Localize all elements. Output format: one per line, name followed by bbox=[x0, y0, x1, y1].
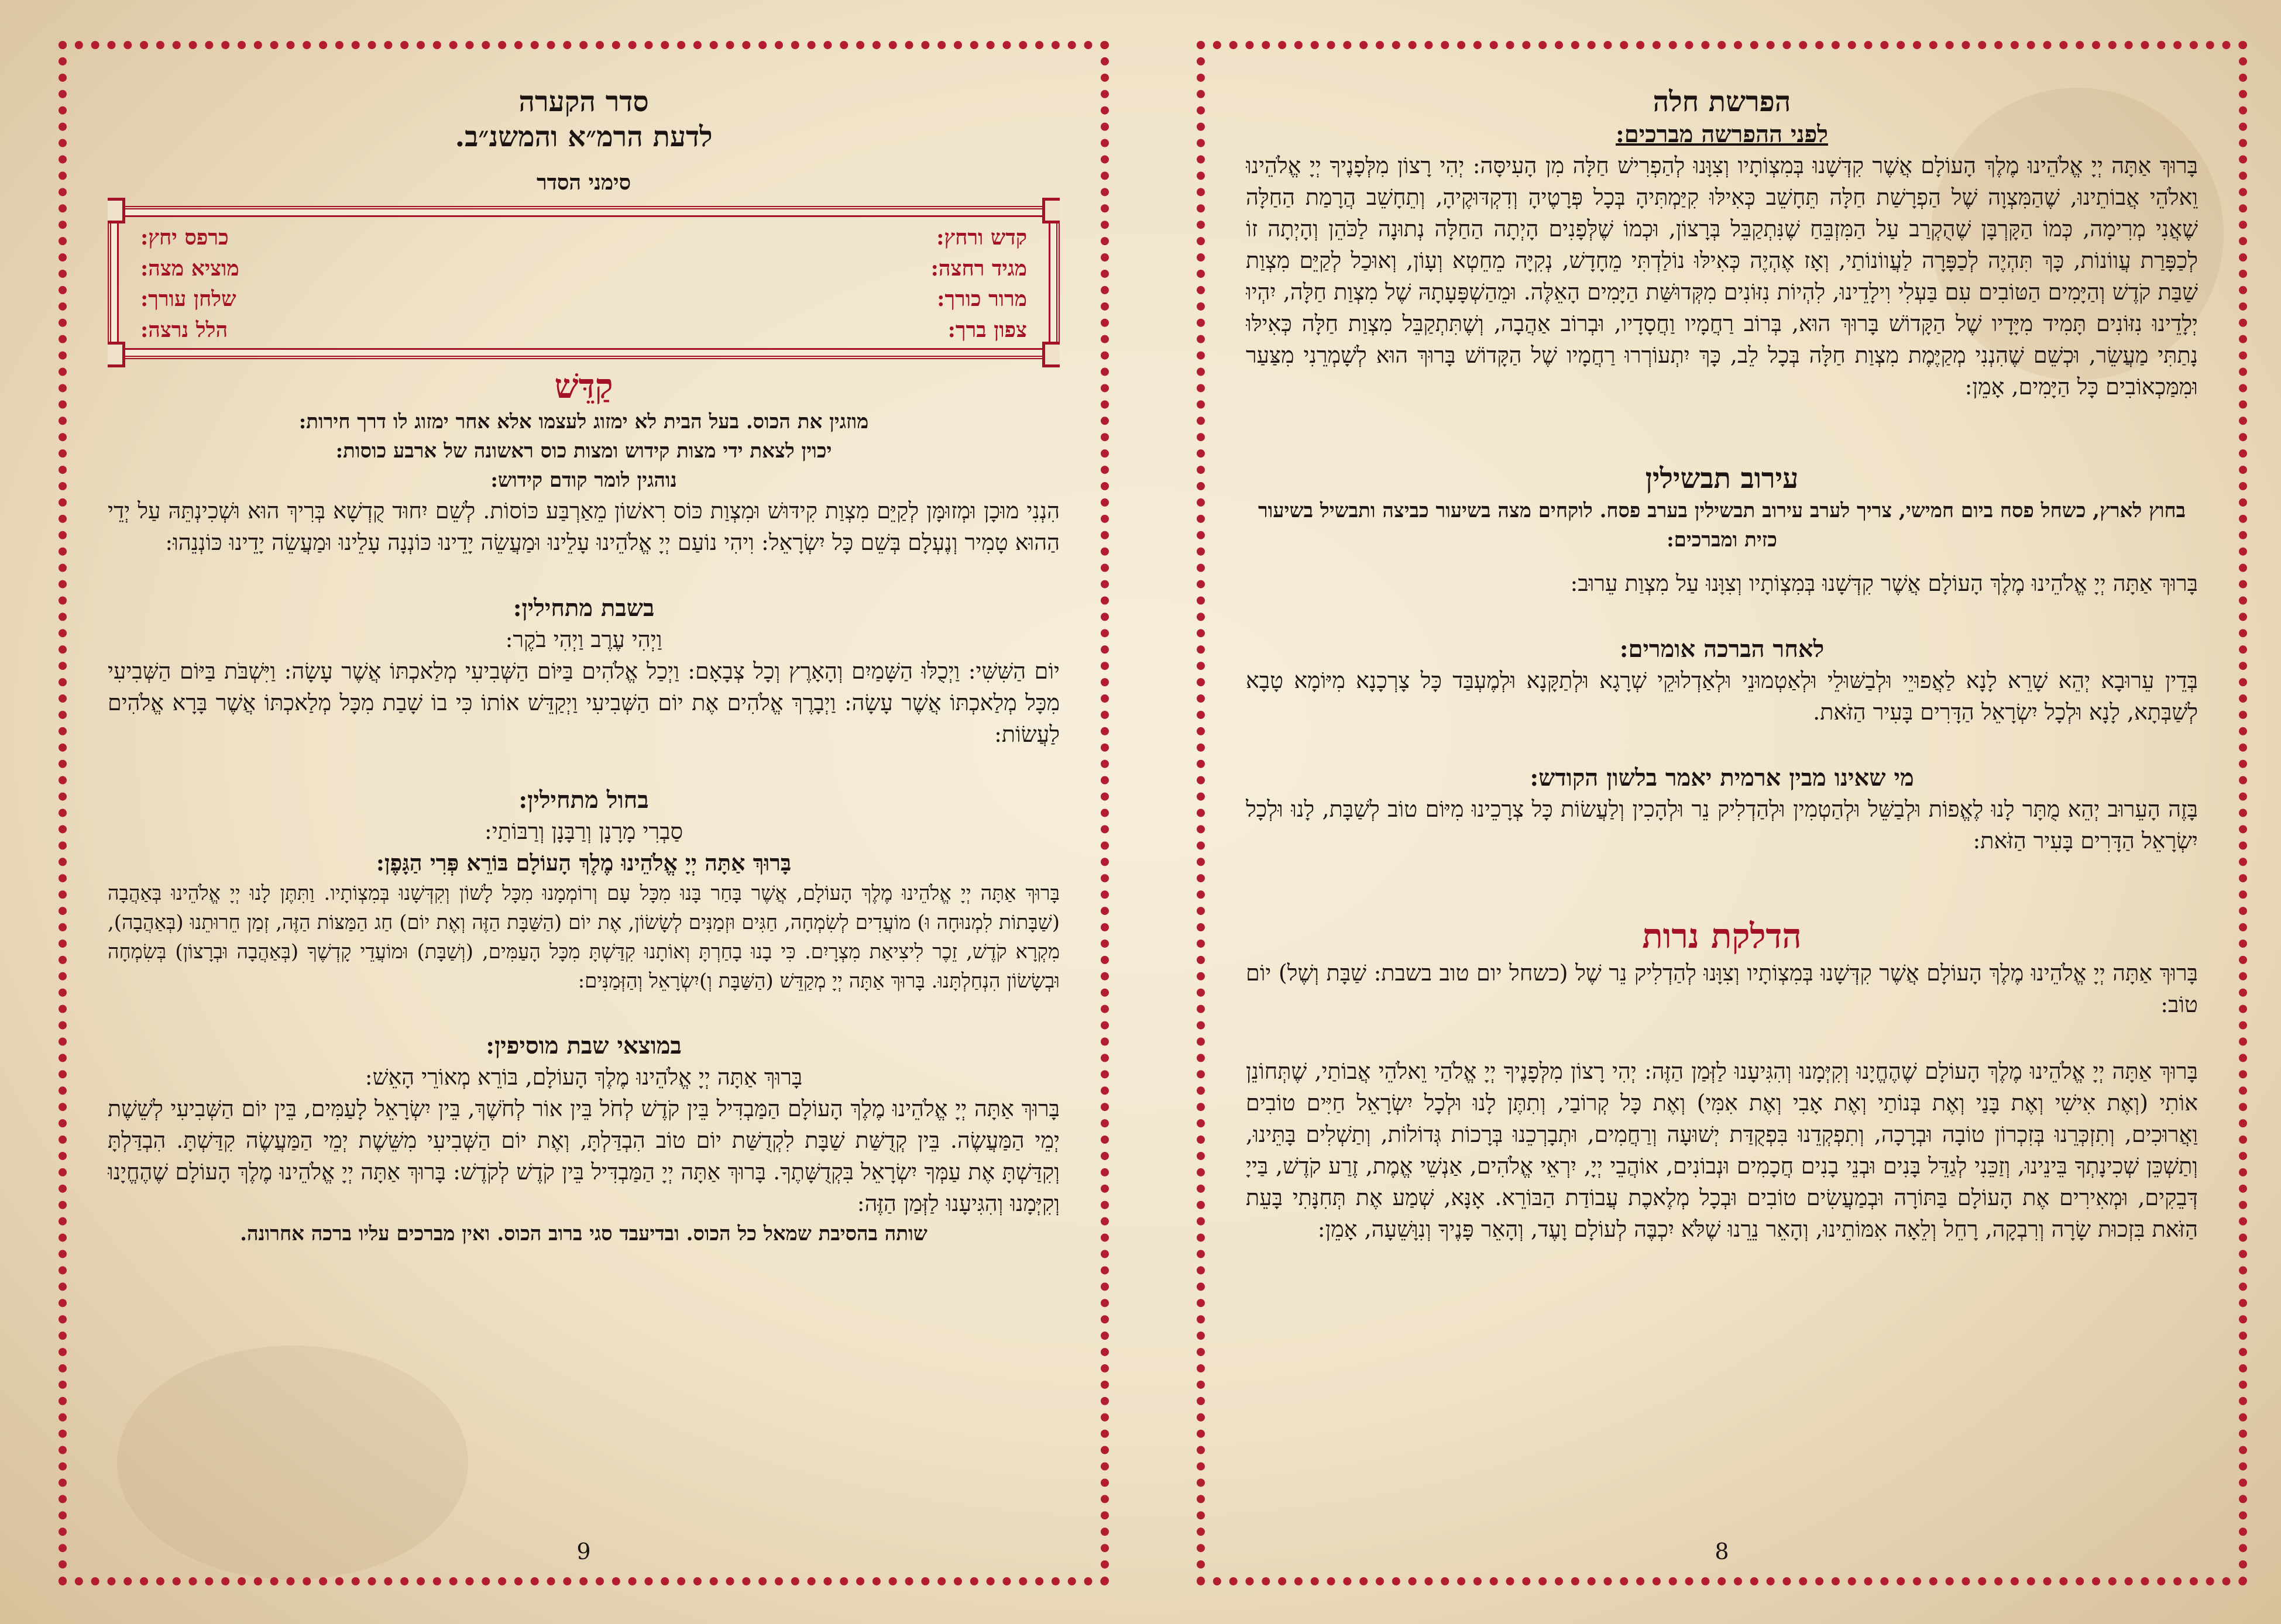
frame-corner bbox=[1042, 198, 1060, 223]
kiddush-text: בָּרוּךְ אַתָּה יְיָ אֱלֹהֵינוּ מֶלֶךְ הָעוֹלָם, אֲשֶׁר בָּחַר בָּנוּ מִכָּל עָם וְרוֹמְמָנוּ מִכָּל לָשׁוֹן וְקִדְּשָׁנוּ בְּמִצְוֹתָיו. וַתִּתֶּן לָנוּ יְיָ אֱלֹהֵינוּ בְּאַהֲבָה (שַׁבָּתוֹת לִמְנוּחָה וּ) מוֹעֲדִים לְשִׂמְחָה, חַגִּים וּזְמַנִּים לְשָׂשׂוֹן, אֶת יוֹם (הַשַּׁבָּת הַזֶּה וְאֶת יוֹם) חַג הַמַּצּוֹת הַזֶּה, זְמַן חֵרוּתֵנוּ (בְּאַהֲבָה), מִקְרָא קֹדֶשׁ, זֵכֶר לִיצִיאַת מִצְרָיִם. כִּי בָנוּ בָחַרְתָּ וְאוֹתָנוּ קִדַּשְׁתָּ מִכָּל הָעַמִּים, (וְשַׁבָּת) וּמוֹעֲדֵי קָדְשֶׁךָ (בְּאַהֲבָה וּבְרָצוֹן) בְּשִׂמְחָה וּבְשָׂשׂוֹן הִנְחַלְתָּנוּ. בָּרוּךְ אַתָּה יְיָ מְקַדֵּשׁ (הַשַּׁבָּת וְ)יִשְׂרָאֵל וְהַזְּמַנִּים: bbox=[108, 882, 1060, 993]
closing-instruction: שותה בהסיבת שמאל כל הכוס. ובדיעבד סגי ברוב הכוס. ואין מברכים עליו ברכה אחרונה. bbox=[240, 1222, 927, 1245]
savri-line: סַבְרִי מָרָנָן וְרַבָּנָן וְרַבּוֹתַי: bbox=[484, 818, 683, 844]
hagafen-blessing: בָּרוּךְ אַתָּה יְיָ אֱלֹהֵינוּ מֶלֶךְ הָעוֹלָם בּוֹרֵא פְּרִי הַגָּפֶן: bbox=[376, 849, 792, 876]
eruv-instruction: בחוץ לארץ, כשחל פסח ביום חמישי, צריך לערב עירוב תבשילין בערב פסח. לוקחים מצה בשיעור כביצה ותבשיל בשיעור כזית ומברכים: bbox=[1258, 499, 2186, 552]
weekday-title: בחול מתחילין: bbox=[518, 786, 649, 814]
siman: מרור כורך: bbox=[937, 287, 1027, 312]
kadesh-title: קַדֵּשׁ bbox=[554, 366, 613, 406]
page-number: 8 bbox=[1715, 1539, 1729, 1564]
vayehi-line: וַיְהִי עֶרֶב וַיְהִי בֹקֶר: bbox=[505, 627, 662, 652]
eruv-title: עירוב תבשילין bbox=[1645, 462, 1799, 495]
seder-title: סדר הקערה bbox=[518, 85, 649, 118]
kadesh-instruction-1: מוזגין את הכוס. בעל הבית לא ימזוג לעצמו אלא אחר ימזוג לו דרך חירות: bbox=[298, 410, 869, 433]
challah-subtitle: לפני ההפרשה מברכים: bbox=[1616, 121, 1828, 148]
challah-prayer: בָּרוּךְ אַתָּה יְיָ אֱלֹהֵינוּ מֶלֶךְ הָעוֹלָם אֲשֶׁר קִדְּשָׁנוּ בְּמִצְוֹתָיו וְצִוָּנוּ לְהַפְרִישׁ חַלָּה מִן הָעִיסָּה: יְהִי רָצוֹן מִלְּפָנֶיךָ יְיָ אֱלֹהֵינוּ וֵאלֹהֵי אֲבוֹתֵינוּ, שֶׁהַמִּצְוָה שֶׁל הַפְרָשַׁת חַלָּה תֵּחָשֵׁב כְּאִילּוּ קִיַּמְתִּיהָ בְּכָל פְּרָטֶיהָ וְדִקְדּוּקֶיהָ, וְתֵחָשֵׁב הֲרָמַת הַחַלָּה שֶׁאֲנִי מְרִימָה, כְּמוֹ הַקָּרְבָּן שֶׁהֻקְרַב עַל הַמִּזְבֵּחַ שֶׁנִּתְקַבֵּל בְּרָצוֹן, וּכְמוֹ שֶׁלְּפָנִים הָיְתָה הַחַלָּה נְתוּנָה לַכֹּהֵן וְהָיְתָה זוֹ לְכַפָּרַת עֲווֹנוֹת, כָּךְ תִּהְיֶה לְכַפָּרָה לַעֲווֹנוֹתַי, וְאָז אֶהְיֶה כְּאִילּוּ נוֹלַדְתִּי מֵחָדָשׁ, נְקִיָּה מֵחֵטְא וְעָוֹן, וְאוּכַל לְקַיֵּם מִצְוַת שַׁבַּת קֹדֶשׁ וְהַיָּמִים הַטּוֹבִים עִם בַּעְלִי וִילָדֵינוּ, לִהְיוֹת נִזּוֹנִים מִקְּדוּשַּׁת הַיָּמִים הָאֵלֶּה. וּמֵהַשְׁפָּעָתָהּ שֶׁל מִצְוַת חַלָּה, יִהְיוּ יְלָדֵינוּ נִזּוֹנִים תָּמִיד מִיָּדָיו שֶׁל הַקָּדוֹשׁ בָּרוּךְ הוּא, בְּרוֹב רַחֲמָיו וַחֲסָדָיו, וּבְרוֹב אַהֲבָה, וְשֶׁתִּתְקַבֵּל מִצְוַת חַלָּה כְּאִילּוּ נָתַתִּי מַעֲשֵׂר, וּכְשֵׁם שֶׁהִנְנִי מְקַיֶּמֶת מִצְוַת חַלָּה בְּכָל לֵב, כָּךְ יִתְעוֹרְרוּ רַחֲמָיו שֶׁל הַקָּדוֹשׁ בָּרוּךְ הוּא לְשָׁמְרֵנִי מִצַּעַר וּמִמַּכְאוֹבִים כָּל הַיָּמִים, אָמֵן: bbox=[1246, 153, 2198, 400]
havdalah-text: בָּרוּךְ אַתָּה יְיָ אֱלֹהֵינוּ מֶלֶךְ הָעוֹלָם הַמַּבְדִּיל בֵּין קֹדֶשׁ לְחֹל בֵּין אוֹר לְחֹשֶׁךְ, בֵּין יִשְׂרָאֵל לָעַמִּים, בֵּין יוֹם הַשְּׁבִיעִי לְשֵׁשֶׁת יְמֵי הַמַּעֲשֶׂה. בֵּין קְדֻשַּׁת שַׁבָּת לִקְדֻשַּׁת יוֹם טוֹב הִבְדַּלְתָּ, וְאֶת יוֹם הַשְּׁבִיעִי מִשֵּׁשֶׁת יְמֵי הַמַּעֲשֶׂה קִדַּשְׁתָּ. הִבְדַּלְתָּ וְקִדַּשְׁתָּ אֶת עַמְּךָ יִשְׂרָאֵל בִּקְדֻשָּׁתֶךָ. בָּרוּךְ אַתָּה יְיָ הַמַּבְדִּיל בֵּין קֹדֶשׁ לְקֹדֶשׁ: בָּרוּךְ אַתָּה יְיָ אֱלֹהֵינוּ מֶלֶךְ הָעוֹלָם שֶׁהֶחֱיָנוּ וְקִיְּמָנוּ וְהִגִּיעָנוּ לַזְּמַן הַזֶּה: bbox=[108, 1096, 1060, 1216]
vayechulu-text: יוֹם הַשִּׁשִּׁי: וַיְכֻלּוּ הַשָּׁמַיִם וְהָאָרֶץ וְכָל צְבָאָם: וַיְכַל אֱלֹהִים בַּיּוֹם הַשְּׁבִיעִי מְלַאכְתּוֹ אֲשֶׁר עָשָׂה: וַיִּשְׁבֹּת בַּיּוֹם הַשְּׁבִיעִי מִכָּל מְלַאכְתּוֹ אֲשֶׁר עָשָׂה: וַיְבָרֶךְ אֱלֹהִים אֶת יוֹם הַשְּׁבִיעִי וַיְקַדֵּשׁ אוֹתוֹ כִּי בוֹ שָׁבַת מִכָּל מְלַאכְתּוֹ אֲשֶׁר בָּרָא אֱלֹהִים לַעֲשׂוֹת: bbox=[108, 658, 1060, 747]
meorei-blessing: בָּרוּךְ אַתָּה יְיָ אֱלֹהֵינוּ מֶלֶךְ הָעוֹלָם, בּוֹרֵא מְאוֹרֵי הָאֵשׁ: bbox=[365, 1064, 803, 1090]
siman: שלחן עורך: bbox=[140, 287, 236, 312]
frame-corner bbox=[108, 342, 125, 367]
siman: קדש ורחץ: bbox=[936, 225, 1027, 250]
simanim-title: סימני הסדר bbox=[536, 170, 631, 195]
hineni-text: הִנְנִי מוּכָן וּמְזוּמָּן לְקַיֵּם מִצְוַת קִידּוּשׁ וּמִצְוַת כּוֹס רִאשׁוֹן מֵאַרְבַּע כּוֹסוֹת. לְשֵׁם יִחוּד קֻדְשָׁא בְּרִיךְ הוּא וּשְׁכִינְתֵּהּ עַל יְדֵי הַהוּא טָמִיר וְנֶעְלָם בְּשֵׁם כָּל יִשְׂרָאֵל: וִיהִי נוֹעַם יְיָ אֱלֹהֵינוּ עָלֵינוּ וּמַעֲשֵׂה יָדֵינוּ כּוֹנְנָה עָלֵינוּ וּמַעֲשֵׂה יָדֵינוּ כּוֹנְנֵהוּ: bbox=[108, 498, 1060, 555]
kadesh-instruction-2: יכוין לצאת ידי מצות קידוש ומצות כוס ראשונה של ארבע כוסות: bbox=[335, 439, 832, 463]
siman: מגיד רחצה: bbox=[930, 256, 1027, 281]
eruv-aramaic: בְּדֵין עֵרוּבָא יְהֵא שָׁרֵא לָנָא לַאֲפוּיֵי וּלְבַשּׁוּלֵי וּלְאַטְמוּנֵי וּלְאַדְלוּקֵי שְׁרָגָא וּלְתַקָּנָא וּלְמֶעְבַּד כָּל צָרְכָנָא מִיּוֹמָא טָבָא לְשַׁבְּתָא, לָנָא וּלְכָל יִשְׂרָאֵל הַדָּרִים בָּעִיר הַזֹּאת. bbox=[1246, 668, 2198, 725]
motzei-title: במוצאי שבת מוסיפין: bbox=[486, 1032, 682, 1059]
challah-title: הפרשת חלה bbox=[1653, 85, 1791, 118]
frame-corner bbox=[108, 198, 125, 223]
simanim-frame bbox=[108, 206, 1060, 359]
page-number: 9 bbox=[576, 1539, 591, 1564]
page-8 bbox=[1197, 41, 2247, 1585]
simanim-grid bbox=[140, 222, 1027, 345]
eruv-blessing: בָּרוּךְ אַתָּה יְיָ אֱלֹהֵינוּ מֶלֶךְ הָעוֹלָם אֲשֶׁר קִדְּשָׁנוּ בְּמִצְוֹתָיו וְצִוָּנוּ עַל מִצְוַת עֵרוּב: bbox=[1570, 570, 2198, 596]
candles-title: הדלקת נרות bbox=[1642, 916, 1802, 956]
siman: כרפס יחץ: bbox=[140, 225, 229, 250]
page-9 bbox=[59, 41, 1109, 1585]
eruv-after-title: לאחר הברכה אומרים: bbox=[1619, 635, 1825, 663]
siman: מוציא מצה: bbox=[140, 256, 239, 281]
kadesh-instruction-3: נוהגין לומר קודם קידוש: bbox=[490, 469, 677, 492]
siman: צפון ברך: bbox=[947, 317, 1027, 342]
siman: הלל נרצה: bbox=[140, 317, 228, 342]
shabbat-title: בשבת מתחילין: bbox=[513, 594, 655, 622]
eruv-hebrew: בָּזֶה הָעֵרוּב יְהֵא מֻתָּר לָנוּ לֶאֱפוֹת וּלְבַשֵּׁל וּלְהַטְמִין וּלְהַדְלִיק נֵר וּלְהָכִין וְלַעֲשׂוֹת כָּל צְרָכֵינוּ מִיּוֹם טוֹב לְשַׁבָּת, לָנוּ וּלְכָל יִשְׂרָאֵל הַדָּרִים בָּעִיר הַזֹּאת: bbox=[1246, 796, 2198, 854]
seder-subtitle: לדעת הרמ״א והמשנ״ב. bbox=[455, 121, 713, 153]
eruv-hebrew-title: מי שאינו מבין ארמית יאמר בלשון הקודש: bbox=[1530, 764, 1914, 792]
frame-corner bbox=[1042, 342, 1060, 367]
candles-blessing: בָּרוּךְ אַתָּה יְיָ אֱלֹהֵינוּ מֶלֶךְ הָעוֹלָם אֲשֶׁר קִדְּשָׁנוּ בְּמִצְוֹתָיו וְצִוָּנוּ לְהַדְלִיק נֵר שֶׁל (כשחל יום טוב בשבת: שַׁבָּת וְשֶׁל) יוֹם טוֹב: bbox=[1246, 960, 2198, 1017]
page-8-content bbox=[1246, 84, 2198, 1525]
page-9-content bbox=[108, 84, 1060, 1525]
candles-prayer: בָּרוּךְ אַתָּה יְיָ אֱלֹהֵינוּ מֶלֶךְ הָעוֹלָם שֶׁהֶחֱיָנוּ וְקִיְּמָנוּ וְהִגִּיעָנוּ לַזְּמַן הַזֶּה: יְהִי רָצוֹן מִלְּפָנֶיךָ יְיָ אֱלֹהַי וֵאלֹהֵי אֲבוֹתַי, שֶׁתְּחוֹנֵן אוֹתִי (וְאֶת אִישִׁי וְאֶת בָּנַי וְאֶת בְּנוֹתַי וְאֶת אָבִי וְאֶת אִמִּי) וְאֶת כָּל קְרוֹבַי, וְתִתֶּן לָנוּ וּלְכָל יִשְׂרָאֵל חַיִּים טוֹבִים וַאֲרוּכִים, וְתִזְכְּרֵנוּ בְּזִכְרוֹן טוֹבָה וּבְרָכָה, וְתִפְקְדֵנוּ בִּפְקֻדַּת יְשׁוּעָה וְרַחֲמִים, וּתְבָרְכֵנוּ בְּרָכוֹת גְּדוֹלוֹת, וְתַשְׁלִים בָּתֵּינוּ, וְתַשְׁכֵּן שְׁכִינָתְךָ בֵּינֵינוּ, וְזַכֵּנִי לְגַדֵּל בָּנִים וּבְנֵי בָנִים חֲכָמִים וּנְבוֹנִים, אוֹהֲבֵי יְיָ, יִרְאֵי אֱלֹהִים, אַנְשֵׁי אֱמֶת, זֶרַע קֹדֶשׁ, בַּייָ דְּבֵקִים, וּמְאִירִים אֶת הָעוֹלָם בַּתּוֹרָה וּבְמַעֲשִׂים טוֹבִים וּבְכָל מְלֶאכֶת עֲבוֹדַת הַבּוֹרֵא. אָנָּא, שְׁמַע אֶת תְּחִנָּתִי בָּעֵת הַזֹּאת בִּזְכוּת שָׂרָה וְרִבְקָה, רָחֵל וְלֵאָה אִמּוֹתֵינוּ, וְהָאֵר נֵרֵנוּ שֶׁלֹּא יִכְבֶּה לְעוֹלָם וָעֶד, וְהָאֵר פָּנֶיךָ וְנִוָּשֵׁעָה, אָמֵן: bbox=[1246, 1058, 2198, 1242]
